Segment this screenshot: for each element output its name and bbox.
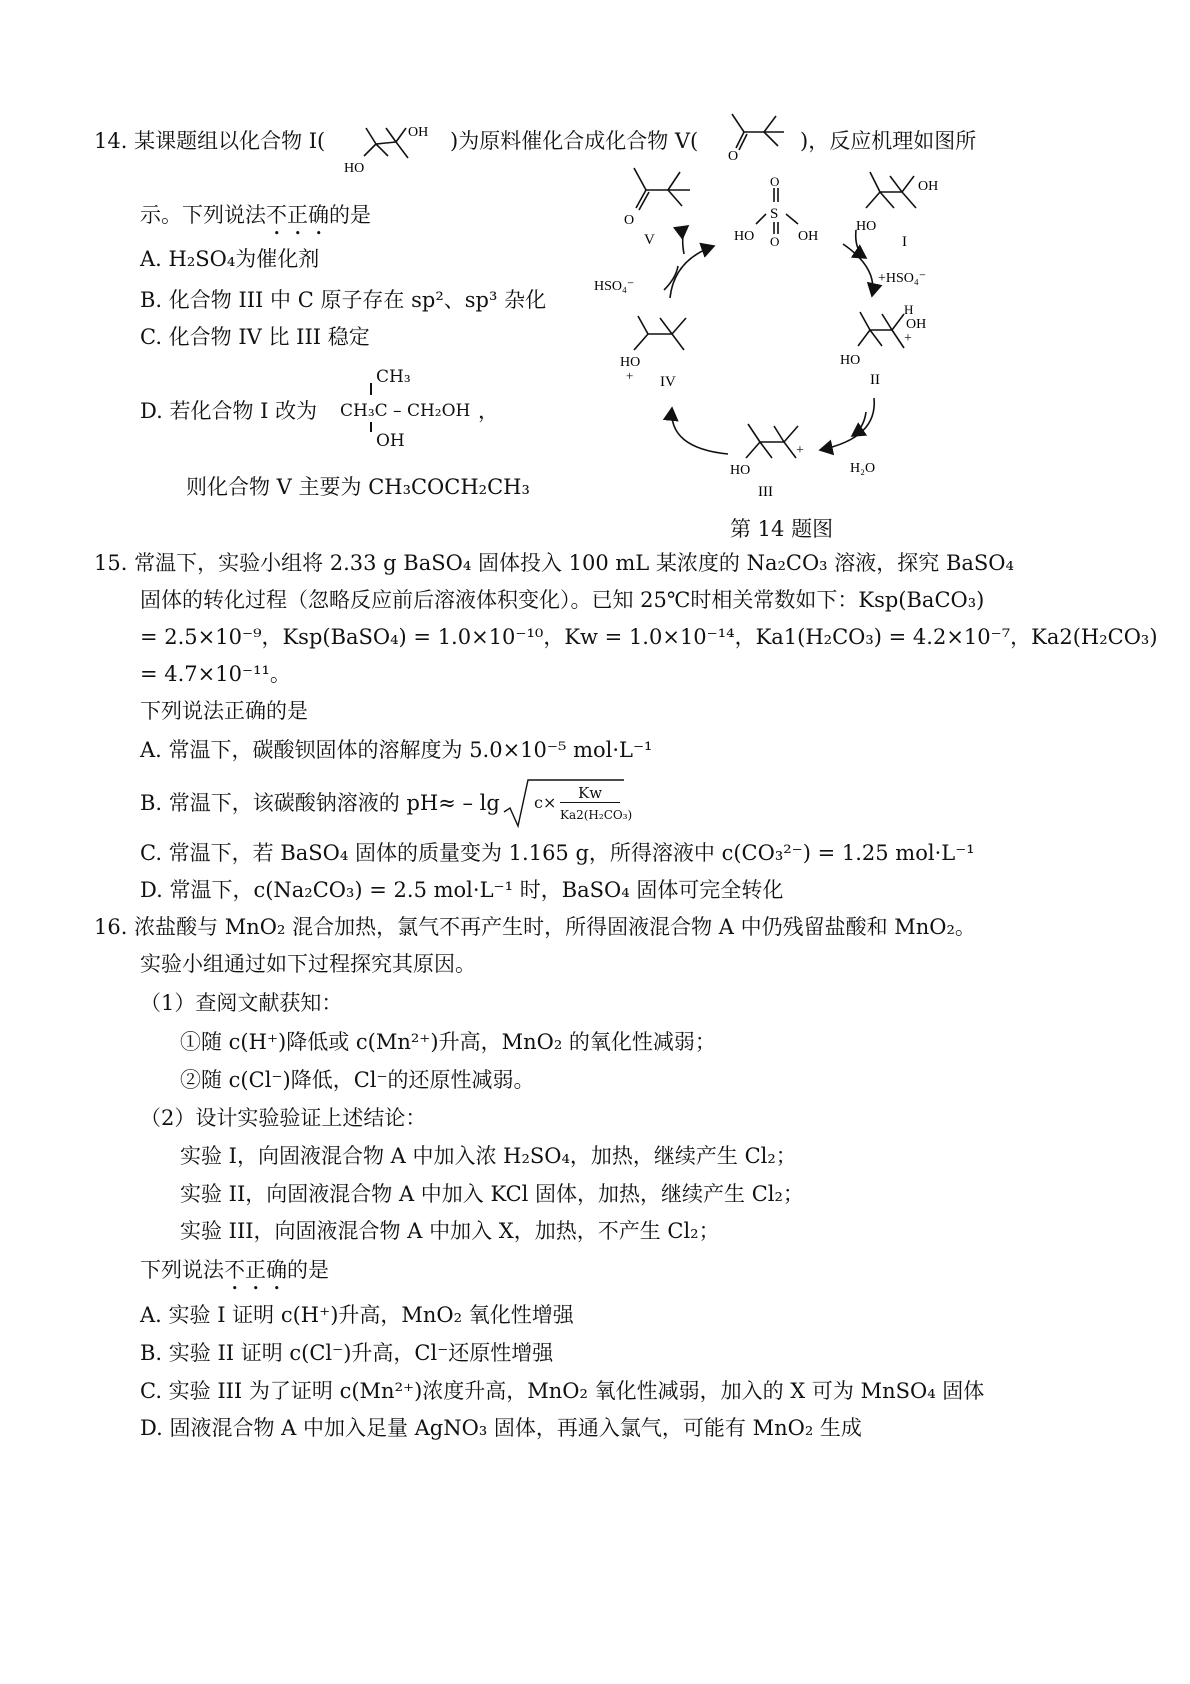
q16-section-1: （1）查阅文献获知：	[140, 991, 343, 1015]
formula-ch3: CH₃	[376, 367, 411, 387]
sulfate-o-top: O	[770, 174, 780, 189]
IV-ho-label: HO	[620, 355, 641, 370]
II-h-label: H	[904, 302, 914, 317]
q14-line2: 示。下列说法不正确的是	[140, 203, 371, 227]
q14-option-b: B. 化合物 III 中 C 原子存在 sp²、sp³ 杂化	[140, 288, 547, 312]
q14-option-c: C. 化合物 IV 比 III 稳定	[140, 325, 370, 349]
sulfate-o-bottom: O	[770, 234, 780, 249]
II-ho-label: HO	[840, 353, 861, 368]
q15-line1: 15. 常温下，实验小组将 2.33 g BaSO₄ 固体投入 100 mL 某浓度的 Na₂CO₃ 溶液，探究 BaSO₄	[94, 551, 1014, 575]
q14-option-d: D. 若化合物 I 改为	[140, 399, 318, 423]
formula-oh: OH	[376, 431, 405, 451]
label-III: III	[758, 484, 773, 500]
compound-I-inline-structure	[336, 114, 446, 180]
ho-label: HO	[344, 161, 365, 176]
v-o-label: O	[624, 213, 635, 228]
q15-option-d: D. 常温下，c(Na₂CO₃) = 2.5 mol·L⁻¹ 时，BaSO₄ 固体可完全转化	[140, 878, 784, 902]
q14-line1-a: 14. 某课题组以化合物 I(	[94, 129, 326, 153]
h2o-label: H₂O	[850, 461, 876, 476]
label-IV: IV	[660, 374, 676, 390]
formula-bond-down	[370, 422, 372, 432]
I-oh-label: OH	[918, 179, 939, 194]
frac-denominator: Ka2(H₂CO₃)	[560, 808, 633, 822]
q16-stem: 下列说法不正确的是	[140, 1258, 329, 1282]
q16-option-b: B. 实验 II 证明 c(Cl⁻)升高，Cl⁻还原性增强	[140, 1341, 554, 1365]
III-plus: +	[796, 443, 804, 458]
q16-section-2: （2）设计实验验证上述结论：	[140, 1106, 427, 1130]
q16-literature-1: ①随 c(H⁺)降低或 c(Mn²⁺)升高，MnO₂ 的氧化性减弱；	[180, 1030, 716, 1054]
q15-line4: = 4.7×10⁻¹¹。	[140, 662, 291, 686]
q16-line2: 实验小组通过如下过程探究其原因。	[140, 952, 476, 976]
q15-option-b: B. 常温下，该碳酸钠溶液的 pH≈ – lg	[140, 791, 500, 815]
o-label: O	[728, 149, 739, 164]
label-V: V	[644, 232, 655, 248]
II-plus: +	[904, 331, 912, 346]
q16-literature-2: ②随 c(Cl⁻)降低，Cl⁻的还原性减弱。	[180, 1068, 535, 1092]
label-I: I	[902, 234, 907, 250]
q16-option-a: A. 实验 I 证明 c(H⁺)升高，MnO₂ 氧化性增强	[140, 1303, 574, 1327]
frac-numerator: Kw	[578, 784, 603, 802]
q16-experiment-1: 实验 I，向固液混合物 A 中加入浓 H₂SO₄，加热，继续产生 Cl₂；	[180, 1144, 797, 1168]
q16-line1: 16. 浓盐酸与 MnO₂ 混合加热，氯气不再产生时，所得固液混合物 A 中仍残留盐酸和 MnO₂。	[94, 915, 976, 939]
figure-caption: 第 14 题图	[730, 517, 834, 541]
q14-line1-b: )为原料催化合成化合物 V(	[450, 129, 699, 153]
q16-option-d: D. 固液混合物 A 中加入足量 AgNO₃ 固体，再通入氯气，可能有 MnO₂ 生成	[140, 1416, 862, 1440]
III-ho-label: HO	[730, 463, 751, 478]
oh-label: OH	[408, 125, 429, 140]
hso4-left: HSO₄⁻	[594, 279, 635, 294]
q15-line2: 固体的转化过程（忽略反应前后溶液体积变化）。已知 25℃时相关常数如下：Ksp(BaCO₃)	[140, 588, 985, 612]
q15-line3: = 2.5×10⁻⁹，Ksp(BaSO₄) = 1.0×10⁻¹⁰，Kw = 1.0×10⁻¹⁴，Ka1(H₂CO₃) = 4.2×10⁻⁷，Ka2(H₂CO₃)	[140, 625, 1158, 649]
I-ho-label: HO	[856, 219, 877, 234]
IV-plus: +	[626, 368, 634, 383]
q15-option-c: C. 常温下，若 BaSO₄ 固体的质量变为 1.165 g，所得溶液中 c(CO₃²⁻) = 1.25 mol·L⁻¹	[140, 841, 975, 865]
emphasis-not-correct: 不正确	[266, 203, 329, 227]
q16-option-c: C. 实验 III 为了证明 c(Mn²⁺)浓度升高，MnO₂ 氧化性减弱，加入的 X 可为 MnSO₄ 固体	[140, 1379, 985, 1403]
emphasis-not-correct: 不正确	[224, 1258, 287, 1282]
formula-bond-up	[370, 383, 372, 395]
sqrt-c-times: c×	[534, 793, 557, 812]
q16-experiment-3: 实验 III，向固液混合物 A 中加入 X，加热，不产生 Cl₂；	[180, 1219, 720, 1243]
q14-option-d-end: ，	[478, 399, 499, 423]
q14-option-a: A. H₂SO₄为催化剂	[140, 247, 320, 271]
q16-experiment-2: 实验 II，向固液混合物 A 中加入 KCl 固体，加热，继续产生 Cl₂；	[180, 1182, 804, 1206]
compound-V-inline-structure	[718, 108, 798, 164]
q15-option-a: A. 常温下，碳酸钡固体的溶解度为 5.0×10⁻⁵ mol·L⁻¹	[140, 738, 653, 762]
hso4-right: +HSO₄⁻	[878, 271, 927, 286]
q14-line1-c: )，反应机理如图所	[800, 129, 977, 153]
formula-main: CH₃C – CH₂OH	[340, 401, 471, 421]
II-oh-label: OH	[906, 317, 927, 332]
sulfate-ho: HO	[734, 229, 755, 244]
q15-stem: 下列说法正确的是	[140, 699, 308, 723]
sulfate-s: S	[770, 206, 779, 222]
q14-option-d-line2: 则化合物 V 主要为 CH₃COCH₂CH₃	[186, 475, 530, 499]
sulfate-oh: OH	[798, 229, 819, 244]
reaction-mechanism-diagram	[588, 158, 968, 510]
label-II: II	[870, 372, 880, 388]
